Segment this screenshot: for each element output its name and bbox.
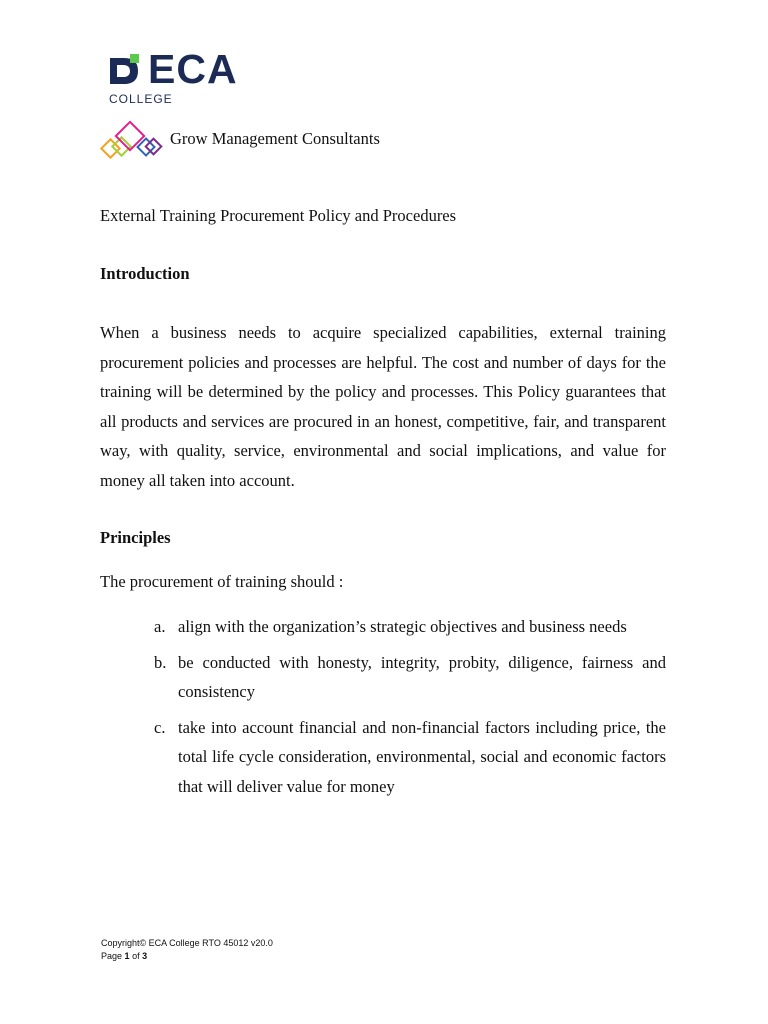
- principles-list: [100, 612, 666, 808]
- eca-college-logo: [108, 46, 278, 108]
- list-item: [100, 612, 666, 642]
- footer-page-total: 3: [142, 951, 148, 961]
- grow-logo-diamonds-icon: [100, 120, 164, 164]
- list-item-marker: c.: [154, 717, 166, 737]
- list-item-marker: a.: [154, 617, 166, 636]
- footer-copyright: Copyright© ECA College RTO 45012 v20.0: [101, 938, 273, 948]
- eca-logo-subtitle: COLLEGE: [109, 92, 173, 106]
- list-item-text: align with the organization’s strategic objectives and business needs: [178, 617, 627, 636]
- list-item: [100, 713, 666, 802]
- principles-heading: Principles: [100, 528, 171, 547]
- footer-page-of: of: [132, 951, 140, 961]
- footer-page-number: [101, 950, 273, 963]
- page-footer: [101, 937, 273, 963]
- footer-page-word: Page: [101, 951, 123, 961]
- grow-consultants-logo: [100, 120, 400, 164]
- list-item: [100, 648, 666, 707]
- introduction-paragraph: When a business needs to acquire specialized capabilities, external training procurement policies and processes are helpful. The cost and number of days for the training will be determined by the policy and processes. This Policy guarantees that all products and services are procured in an honest, competitive, fair, and transparent way, with quality, service, environmental and social implications, and value for money all taken into account.: [100, 323, 666, 490]
- document-title: External Training Procurement Policy and Procedures: [100, 206, 457, 225]
- footer-page-current: 1: [124, 951, 130, 961]
- list-item-marker: b.: [154, 652, 167, 672]
- list-item-text: take into account financial and non-financial factors including price, the total life cycle consideration, environmental, social and economic factors that will deliver value for money: [178, 717, 666, 796]
- grow-logo-name: Grow Management Consultants: [170, 129, 380, 148]
- eca-logo-mark-icon: [108, 52, 142, 86]
- eca-logo-wordmark: ECA: [148, 46, 238, 92]
- list-item-text: be conducted with honesty, integrity, probity, diligence, fairness and consistency: [178, 652, 666, 702]
- principles-lead: The procurement of training should :: [100, 572, 344, 591]
- introduction-heading: Introduction: [100, 264, 190, 283]
